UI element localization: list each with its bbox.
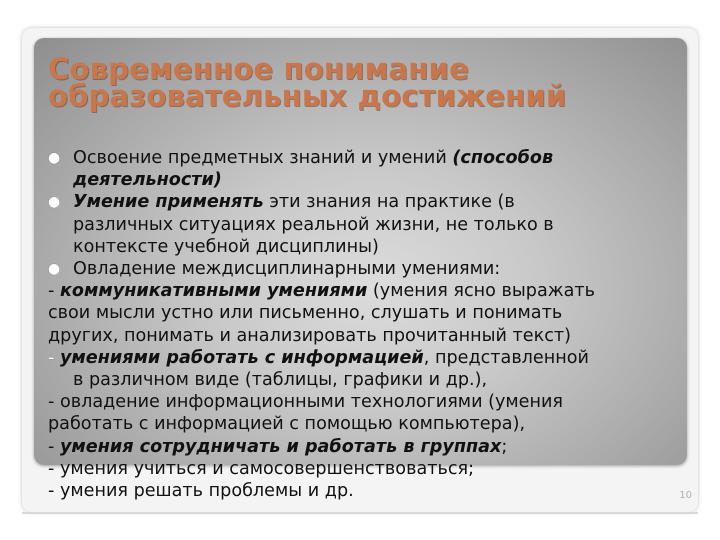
title-line-1: Современное понимание — [48, 52, 469, 86]
text-line: - овладение информационными технологиями (умения — [48, 392, 563, 413]
text-run: Освоение предметных знаний и умений — [73, 148, 453, 168]
text-line — [48, 436, 688, 458]
text-line: - умения учиться и самосовершенствоваться; — [48, 458, 475, 479]
bullet-item-apply-knowledge — [48, 191, 688, 213]
text-line — [48, 280, 688, 302]
text-line: работать с информацией с помощью компьютера), — [48, 414, 526, 435]
bullet-item-interdisciplinary — [48, 258, 688, 280]
text-run: коммуникативными умениями — [59, 281, 368, 302]
text-line — [48, 347, 688, 369]
text-run: - — [48, 436, 60, 457]
text-line: контексте учебной дисциплины) — [73, 236, 379, 257]
title-line-2: образовательных достижений — [48, 79, 567, 113]
text-line: свои мысли устно или письменно, слушать и понимать — [48, 303, 563, 324]
text-run: - — [48, 347, 60, 368]
bullet-item-subject-knowledge — [48, 147, 688, 169]
text-run: ; — [501, 436, 508, 457]
text-run: (способов — [452, 148, 554, 168]
text-run: умениями работать с информацией — [59, 347, 424, 368]
text-line — [48, 169, 688, 191]
text-run: умения сотрудничать и работать в группах — [59, 436, 502, 457]
bullet-icon: ● — [48, 194, 61, 211]
text-run: , представленной — [423, 347, 589, 368]
text-line: в различном виде (таблицы, графики и др.), — [73, 370, 488, 391]
text-line: других, понимать и анализировать прочитанный текст) — [48, 325, 572, 346]
slide-title — [48, 52, 668, 113]
text-run: - — [48, 281, 60, 302]
text-run: Овладение междисциплинарными умениями: — [73, 259, 501, 280]
text-run: эти знания на практике (в — [269, 192, 515, 213]
bottom-rule — [22, 512, 698, 514]
bullet-icon: ● — [48, 261, 61, 278]
text-run: (умения ясно выражать — [367, 281, 595, 302]
text-line: - умения решать проблемы и др. — [48, 481, 354, 502]
text-run: Умение применять — [73, 192, 264, 213]
page-number: 10 — [679, 490, 692, 501]
text-line: различных ситуациях реальной жизни, не только в — [73, 214, 554, 235]
text-run: деятельности) — [73, 170, 222, 191]
slide-content — [48, 147, 688, 502]
bullet-icon: ● — [48, 150, 61, 166]
